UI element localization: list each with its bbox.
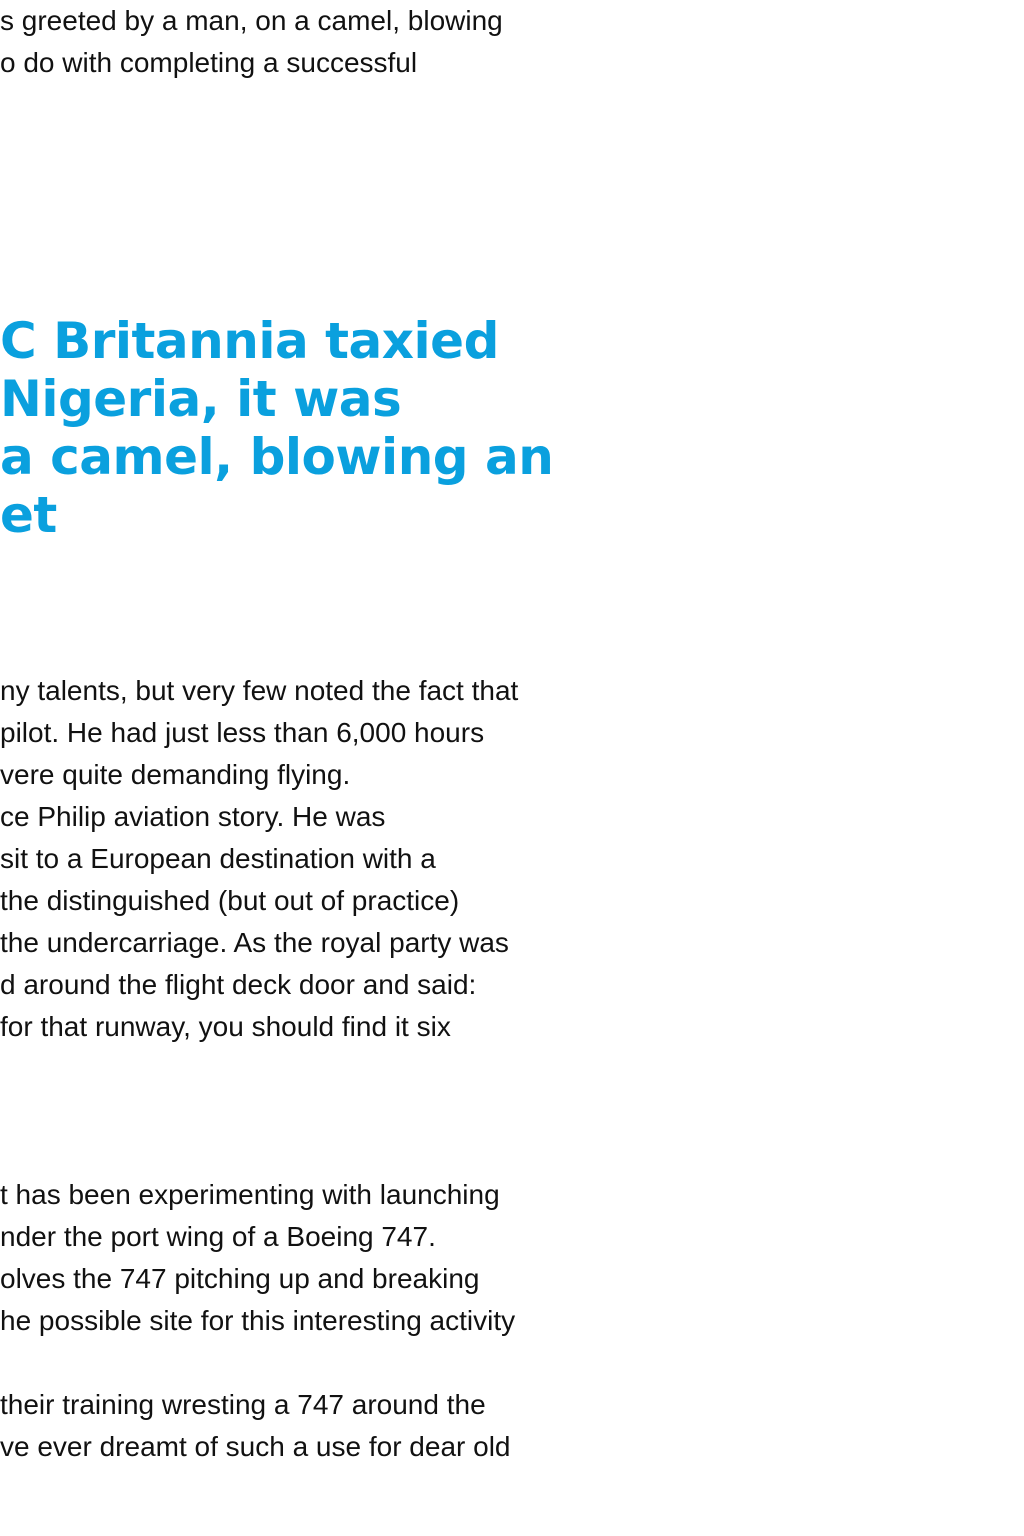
paragraph-line: ve ever dreamt of such a use for dear old (0, 1431, 511, 1462)
paragraph-line: their training wresting a 747 around the (0, 1389, 486, 1420)
paragraph-line: sit to a European destination with a (0, 843, 436, 874)
pull-quote-line: et (0, 486, 57, 544)
paragraph-line: vere quite demanding flying. (0, 759, 351, 790)
paragraph-line: for that runway, you should find it six (0, 1011, 451, 1042)
paragraph-line: nder the port wing of a Boeing 747. (0, 1221, 436, 1252)
paragraph-line: olves the 747 pitching up and breaking (0, 1263, 480, 1294)
pull-quote-line: a camel, blowing an (0, 428, 554, 486)
pull-quote-line: Nigeria, it was (0, 370, 402, 428)
paragraph-line: d around the flight deck door and said: (0, 969, 477, 1000)
intro-line: s greeted by a man, on a camel, blowing (0, 5, 503, 36)
paragraph-line: pilot. He had just less than 6,000 hours (0, 717, 485, 748)
paragraph-line: ce Philip aviation story. He was (0, 801, 386, 832)
paragraph-line: the undercarriage. As the royal party was (0, 927, 509, 958)
paragraph-line: t has been experimenting with launching (0, 1179, 500, 1210)
intro-line: o do with completing a successful (0, 47, 418, 78)
paragraph-line: the distinguished (but out of practice) (0, 885, 460, 916)
pull-quote-line: C Britannia taxied (0, 312, 499, 370)
paragraph-line: he possible site for this interesting activity (0, 1305, 516, 1336)
paragraph-line: ny talents, but very few noted the fact that (0, 675, 519, 706)
